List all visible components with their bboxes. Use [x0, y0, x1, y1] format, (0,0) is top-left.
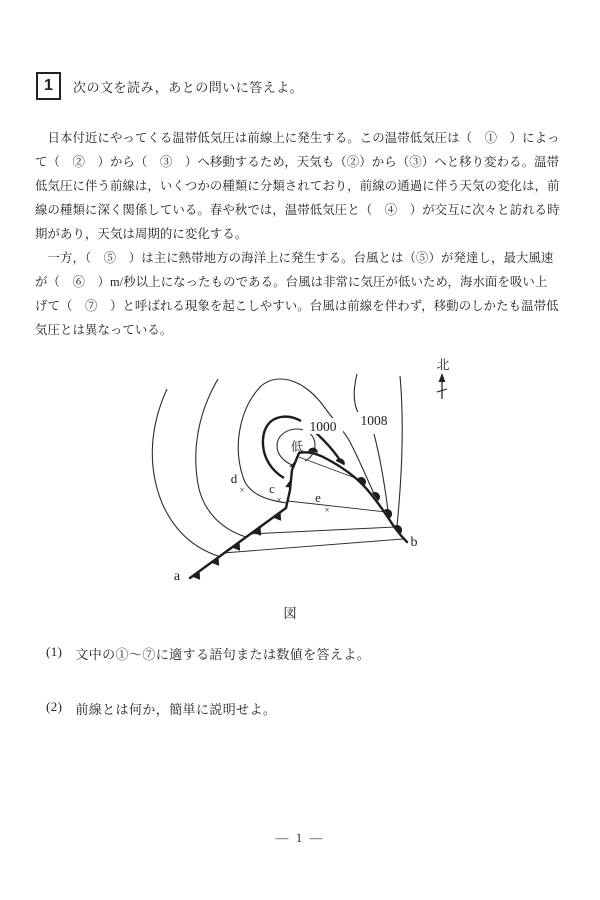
- label-low: 低: [290, 440, 304, 454]
- label-point-a: a: [173, 569, 181, 584]
- passage-line: 低気圧に伴う前線は，いくつかの種類に分類されており，前線の通過に伴う天気の変化は，前: [35, 179, 560, 193]
- passage-line: 気圧とは異なっている。: [35, 323, 173, 337]
- weather-map-figure: [120, 348, 480, 610]
- cross-mark-e: ×: [324, 505, 330, 515]
- sub-question-text: 前線とは何か，簡単に説明せよ。: [75, 702, 277, 717]
- label-point-d: d: [230, 471, 238, 486]
- north-indicator: [436, 357, 449, 399]
- north-label: 北: [436, 357, 450, 372]
- passage-line: 線の種類に深く関係している。春や秋では，温帯低気圧と（ ④ ）が交互に次々と訪れる時: [35, 203, 560, 217]
- warm-sector-line: [288, 501, 386, 512]
- isobar-curve: [354, 374, 360, 416]
- passage-line: 日本付近にやってくる温帯低気圧は前線上に発生する。この温帯低気圧は（ ① ）によっ: [35, 131, 560, 145]
- isobar-curve: [397, 376, 402, 526]
- label-1008: 1008: [360, 413, 388, 428]
- label-point-b: b: [410, 535, 418, 550]
- cold-front: [190, 453, 299, 580]
- cross-mark-c: ×: [276, 495, 282, 505]
- sub-question-number: (1): [46, 644, 63, 659]
- sub-question-text: 文中の①～⑦に適する語句または数値を答えよ。: [75, 647, 371, 662]
- passage-line: て（ ② ）から（ ③ ）へ移動するため，天気も（②）から（③）へと移り変わる。温帯: [35, 155, 560, 169]
- cold-front-triangle: [285, 479, 291, 488]
- sub-question-number: (2): [46, 699, 63, 714]
- cold-front-line: [190, 453, 299, 578]
- passage-line: が（ ⑥ ）m/秒以上になったものである。台風は非常に気圧が低いため，海水面を吸い上: [35, 275, 548, 289]
- label-point-c: c: [269, 481, 275, 496]
- cold-front-triangle: [289, 459, 297, 467]
- warm-sector-line: [223, 539, 403, 553]
- north-arrow-head: [439, 373, 446, 382]
- sub-question-2: [46, 699, 276, 718]
- cross-mark-d: ×: [239, 485, 245, 495]
- isobar-1000-curve: [315, 432, 341, 462]
- label-point-e: e: [315, 490, 321, 505]
- question-number: 1: [44, 77, 53, 94]
- figure-caption: 図: [283, 606, 297, 621]
- isobar-curve: [152, 389, 218, 556]
- passage: [35, 126, 575, 342]
- passage-line: げて（ ⑦ ）と呼ばれる現象を起こしやすい。台風は前線を伴わず，移動のしかたも温帯低: [35, 299, 559, 313]
- warm-sector-isobars: [223, 457, 403, 553]
- figure-labels: [174, 413, 418, 584]
- sub-question-1: [46, 644, 370, 663]
- question-number-box: [36, 72, 61, 100]
- question-prompt: 次の文を読み，あとの問いに答えよ。: [73, 79, 304, 95]
- warm-sector-line: [249, 527, 395, 534]
- passage-line: 一方，（ ⑤ ）は主に熱帯地方の海洋上に発生する。台風とは（⑤）が発達し，最大風速: [35, 251, 554, 265]
- question-header: [36, 72, 303, 100]
- page-number: — 1 —: [275, 830, 325, 845]
- label-1000: 1000: [309, 419, 337, 434]
- passage-line: 期があり，天気は周期的に変化する。: [35, 227, 248, 241]
